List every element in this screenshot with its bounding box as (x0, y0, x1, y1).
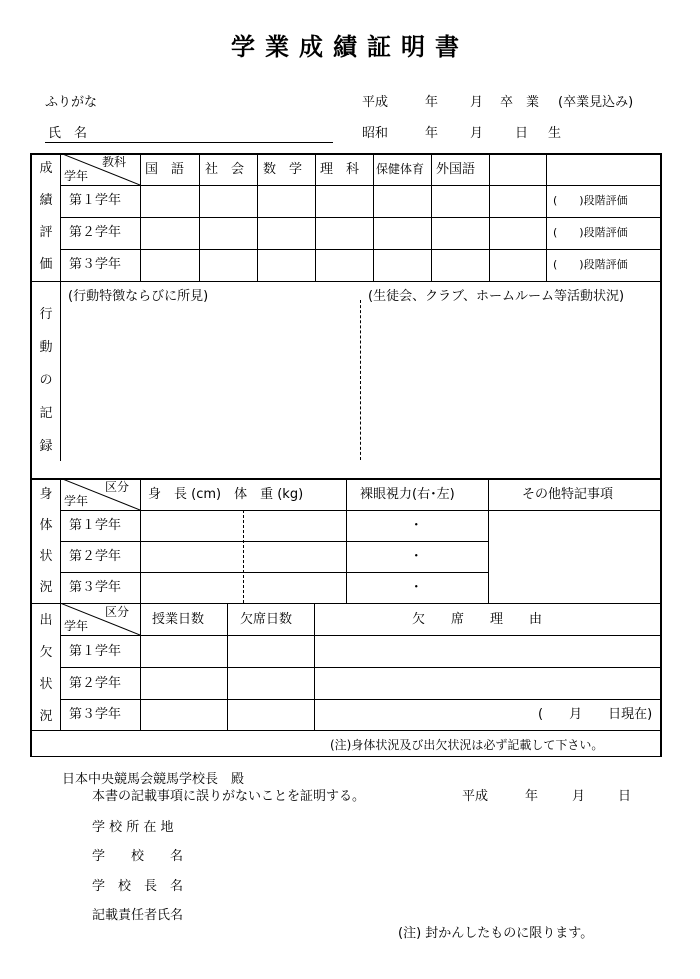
addressee: 日本中央競馬会競馬学校長 殿 (62, 772, 245, 787)
absent-days-header: 欠席日数 (240, 612, 293, 627)
grad-note: (卒業見込み) (558, 95, 634, 110)
grades-corner-bottom: 学年 (64, 169, 89, 183)
school-address-label: 学 校 所 在 地 (92, 820, 174, 835)
cert-statement: 本書の記載事項に誤りがないことを証明する。 (92, 789, 366, 804)
grad-label: 卒 業 (500, 95, 540, 110)
form-bottom-border (30, 756, 662, 757)
subject-science: 理 科 (320, 162, 360, 177)
vision-separator: ･ (413, 580, 420, 595)
school-name-label: 学 校 名 (92, 849, 184, 864)
rating-scale-label: ( )段階評価 (553, 194, 628, 207)
name-label: 氏 名 (48, 126, 88, 141)
physical-row-label: 第２学年 (69, 549, 122, 564)
responsible-person-label: 記載責任者氏名 (92, 908, 184, 923)
height-weight-header: 身 長 (cm) 体 重 (kg) (148, 487, 304, 502)
attendance-row-label: 第１学年 (69, 644, 122, 659)
subject-japanese: 国 語 (145, 162, 185, 177)
vision-separator: ･ (413, 549, 420, 564)
attendance-row-label: 第２学年 (69, 676, 122, 691)
grades-section-label: 成 績 評 価 (39, 161, 53, 272)
attendance-row-label: 第３学年 (69, 707, 122, 722)
behavior-traits-label: (行動特徴ならびに所見) (68, 289, 209, 304)
as-of-date: ( 月 日現在) (538, 707, 653, 722)
physical-row-label: 第３学年 (69, 580, 122, 595)
attendance-section-label: 出 欠 状 況 (39, 613, 53, 724)
grades-row-label: 第２学年 (69, 225, 122, 240)
physical-corner-bottom: 学年 (64, 494, 89, 508)
grad-month: 月 (470, 95, 484, 110)
absence-reason-header: 欠 席 理 由 (412, 612, 543, 627)
birth-era: 昭和 (362, 126, 389, 141)
physical-corner-top: 区分 (105, 480, 130, 494)
attendance-corner-top: 区分 (105, 605, 130, 619)
note-attendance: (注)身体状況及び出欠状況は必ず記載して下さい。 (330, 738, 604, 752)
page-title: 学業成績証明書 (231, 33, 469, 61)
vision-header: 裸眼視力(右･左) (360, 487, 455, 502)
rating-scale-label: ( )段階評価 (553, 258, 628, 271)
other-notes-header: その他特記事項 (522, 487, 614, 502)
name-underline (45, 142, 333, 143)
grad-era: 平成 (362, 95, 389, 110)
physical-row-label: 第１学年 (69, 518, 122, 533)
birth-year: 年 (425, 126, 439, 141)
note-sealed: (注) 封かんしたものに限ります。 (398, 926, 594, 941)
attendance-corner-bottom: 学年 (64, 619, 89, 633)
grades-corner-top: 教科 (102, 155, 127, 169)
principal-name-label: 学 校 長 名 (92, 879, 184, 894)
subject-social: 社 会 (205, 162, 245, 177)
cert-date-era: 平成 (462, 789, 489, 804)
subject-math: 数 学 (263, 162, 303, 177)
subject-foreign-lang: 外国語 (436, 162, 476, 177)
cert-date-year: 年 (525, 789, 539, 804)
class-days-header: 授業日数 (152, 612, 205, 627)
behavior-divider (360, 300, 361, 460)
behavior-activities-label: (生徒会、クラブ、ホームルーム等活動状況) (368, 289, 625, 304)
vision-separator: ･ (413, 518, 420, 533)
birth-month: 月 (470, 126, 484, 141)
grad-year: 年 (425, 95, 439, 110)
rating-scale-label: ( )段階評価 (553, 226, 628, 239)
birth-day: 日 (515, 126, 529, 141)
physical-section-label: 身 体 状 況 (39, 487, 53, 595)
grades-row-label: 第３学年 (69, 257, 122, 272)
behavior-section-label: 行 動 の 記 録 (39, 307, 53, 454)
cert-date-month: 月 (572, 789, 586, 804)
furigana-label: ふりがな (45, 95, 98, 110)
grades-row-label: 第１学年 (69, 193, 122, 208)
cert-date-day: 日 (618, 789, 632, 804)
birth-label: 生 (548, 126, 562, 141)
subject-health-pe: 保健体育 (376, 162, 425, 176)
form-left-border (30, 153, 32, 757)
